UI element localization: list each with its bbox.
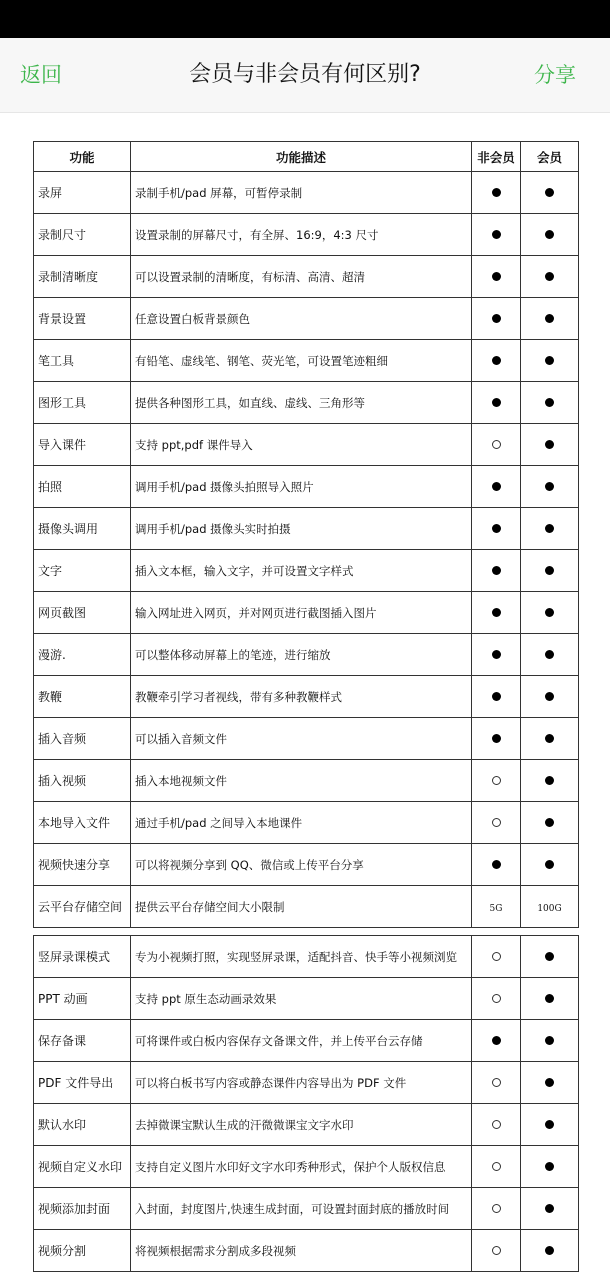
feature-cell: 录屏 (34, 172, 131, 214)
filled-dot-icon (545, 1036, 554, 1045)
nonmember-cell (472, 760, 521, 802)
member-cell (521, 760, 579, 802)
description-cell: 录制手机/pad 屏幕，可暂停录制 (131, 172, 472, 214)
member-cell (521, 172, 579, 214)
table-row (34, 802, 579, 844)
filled-dot-icon (492, 188, 501, 197)
member-cell (521, 256, 579, 298)
feature-cell: 图形工具 (34, 382, 131, 424)
empty-dot-icon (492, 776, 501, 785)
filled-dot-icon (545, 272, 554, 281)
member-cell (521, 340, 579, 382)
table-row (34, 676, 579, 718)
table-row (34, 1188, 579, 1230)
description-cell: 可以将视频分享到 QQ、微信或上传平台分享 (131, 844, 472, 886)
description-cell: 专为小视频打照，实现竖屏录课，适配抖音、快手等小视频浏览 (131, 936, 472, 978)
feature-cell: 视频自定义水印 (34, 1146, 131, 1188)
description-cell: 设置录制的屏幕尺寸，有全屏、16:9，4:3 尺寸 (131, 214, 472, 256)
feature-cell: 录制清晰度 (34, 256, 131, 298)
nonmember-cell (472, 466, 521, 508)
nonmember-cell (472, 172, 521, 214)
description-cell: 有铅笔、虚线笔、钢笔、荧光笔，可设置笔迹粗细 (131, 340, 472, 382)
member-cell (521, 214, 579, 256)
feature-cell: PPT 动画 (34, 978, 131, 1020)
feature-cell: 云平台存储空间 (34, 886, 131, 928)
feature-cell: 教鞭 (34, 676, 131, 718)
description-cell: 任意设置白板背景颜色 (131, 298, 472, 340)
member-cell (521, 1062, 579, 1104)
description-cell: 教鞭牵引学习者视线，带有多种教鞭样式 (131, 676, 472, 718)
member-cell (521, 844, 579, 886)
table-row (34, 424, 579, 466)
filled-dot-icon (492, 1036, 501, 1045)
filled-dot-icon (545, 818, 554, 827)
description-cell: 调用手机/pad 摄像头拍照导入照片 (131, 466, 472, 508)
table-row (34, 382, 579, 424)
member-cell (521, 508, 579, 550)
feature-cell: 背景设置 (34, 298, 131, 340)
filled-dot-icon (492, 356, 501, 365)
page-title: 会员与非会员有何区别? (189, 62, 421, 87)
description-cell: 插入文本框，输入文字，并可设置文字样式 (131, 550, 472, 592)
filled-dot-icon (492, 734, 501, 743)
filled-dot-icon (545, 230, 554, 239)
description-cell: 输入网址进入网页，并对网页进行截图插入图片 (131, 592, 472, 634)
empty-dot-icon (492, 952, 501, 961)
filled-dot-icon (545, 1204, 554, 1213)
nonmember-cell (472, 298, 521, 340)
table-row (34, 1146, 579, 1188)
table-row (34, 466, 579, 508)
description-cell: 可以设置录制的清晰度，有标清、高清、超清 (131, 256, 472, 298)
comparison-table (33, 141, 579, 1272)
table-row (34, 340, 579, 382)
member-cell (521, 978, 579, 1020)
member-cell (521, 298, 579, 340)
feature-cell: 默认水印 (34, 1104, 131, 1146)
nav-bar (0, 38, 610, 113)
feature-cell: 插入视频 (34, 760, 131, 802)
feature-cell: 拍照 (34, 466, 131, 508)
nonmember-cell (472, 718, 521, 760)
filled-dot-icon (545, 566, 554, 575)
feature-cell: 网页截图 (34, 592, 131, 634)
member-cell (521, 466, 579, 508)
nonmember-cell (472, 978, 521, 1020)
description-cell: 提供各种图形工具，如直线、虚线、三角形等 (131, 382, 472, 424)
table-row (34, 214, 579, 256)
nonmember-cell (472, 676, 521, 718)
filled-dot-icon (545, 188, 554, 197)
filled-dot-icon (545, 1120, 554, 1129)
filled-dot-icon (545, 608, 554, 617)
nonmember-cell (472, 550, 521, 592)
table-row (34, 508, 579, 550)
filled-dot-icon (545, 482, 554, 491)
feature-cell: 视频分割 (34, 1230, 131, 1272)
nonmember-cell (472, 1020, 521, 1062)
storage-limit-text: 100G (537, 903, 562, 914)
feature-cell: PDF 文件导出 (34, 1062, 131, 1104)
member-cell (521, 718, 579, 760)
description-cell: 支持自定义图片水印好文字水印秀种形式，保护个人版权信息 (131, 1146, 472, 1188)
description-cell: 可将课件或白板内容保存文备课文件，并上传平台云存储 (131, 1020, 472, 1062)
table-row (34, 886, 579, 928)
table-row (34, 1104, 579, 1146)
feature-cell: 文字 (34, 550, 131, 592)
filled-dot-icon (492, 482, 501, 491)
filled-dot-icon (545, 776, 554, 785)
nonmember-cell (472, 508, 521, 550)
storage-limit-text: 5G (489, 903, 503, 914)
feature-cell: 竖屏录课模式 (34, 936, 131, 978)
feature-cell: 视频快速分享 (34, 844, 131, 886)
nonmember-cell (472, 592, 521, 634)
table-body-basic (34, 172, 579, 928)
filled-dot-icon (492, 566, 501, 575)
member-cell (521, 1146, 579, 1188)
filled-dot-icon (492, 398, 501, 407)
filled-dot-icon (545, 1078, 554, 1087)
feature-cell: 导入课件 (34, 424, 131, 466)
section-divider (34, 928, 579, 936)
filled-dot-icon (545, 952, 554, 961)
description-cell: 可以插入音频文件 (131, 718, 472, 760)
filled-dot-icon (545, 398, 554, 407)
filled-dot-icon (545, 994, 554, 1003)
filled-dot-icon (545, 860, 554, 869)
status-bar (0, 0, 610, 38)
feature-cell: 本地导入文件 (34, 802, 131, 844)
table-row (34, 844, 579, 886)
table-row (34, 634, 579, 676)
empty-dot-icon (492, 818, 501, 827)
nonmember-cell (472, 340, 521, 382)
table-row (34, 298, 579, 340)
empty-dot-icon (492, 1120, 501, 1129)
table-row (34, 592, 579, 634)
filled-dot-icon (545, 650, 554, 659)
table-row (34, 256, 579, 298)
filled-dot-icon (545, 692, 554, 701)
member-cell (521, 676, 579, 718)
filled-dot-icon (492, 608, 501, 617)
member-cell (521, 550, 579, 592)
member-cell (521, 886, 579, 928)
empty-dot-icon (492, 440, 501, 449)
nonmember-cell (472, 1062, 521, 1104)
filled-dot-icon (492, 230, 501, 239)
description-cell: 提供云平台存储空间大小限制 (131, 886, 472, 928)
nonmember-cell (472, 1230, 521, 1272)
member-cell (521, 1188, 579, 1230)
member-cell (521, 1230, 579, 1272)
description-cell: 调用手机/pad 摄像头实时拍摄 (131, 508, 472, 550)
nonmember-cell (472, 1146, 521, 1188)
filled-dot-icon (492, 524, 501, 533)
member-cell (521, 802, 579, 844)
description-cell: 支持 ppt,pdf 课件导入 (131, 424, 472, 466)
description-cell: 可以将白板书写内容或静态课件内容导出为 PDF 文件 (131, 1062, 472, 1104)
description-cell: 可以整体移动屏幕上的笔迹，进行缩放 (131, 634, 472, 676)
description-cell: 将视频根据需求分割成多段视频 (131, 1230, 472, 1272)
feature-cell: 插入音频 (34, 718, 131, 760)
empty-dot-icon (492, 1162, 501, 1171)
filled-dot-icon (545, 1162, 554, 1171)
table-row (34, 718, 579, 760)
description-cell: 入封面，封度图片,快速生成封面，可设置封面封底的播放时间 (131, 1188, 472, 1230)
filled-dot-icon (492, 860, 501, 869)
member-cell (521, 936, 579, 978)
description-cell: 通过手机/pad 之间导入本地课件 (131, 802, 472, 844)
filled-dot-icon (545, 524, 554, 533)
nonmember-cell (472, 936, 521, 978)
member-cell (521, 634, 579, 676)
filled-dot-icon (492, 650, 501, 659)
filled-dot-icon (545, 440, 554, 449)
description-cell: 支持 ppt 原生态动画录效果 (131, 978, 472, 1020)
feature-cell: 视频添加封面 (34, 1188, 131, 1230)
table-row (34, 760, 579, 802)
member-cell (521, 382, 579, 424)
nonmember-cell (472, 634, 521, 676)
filled-dot-icon (492, 314, 501, 323)
column-header-member: 会员 (521, 142, 579, 172)
empty-dot-icon (492, 1246, 501, 1255)
section-gap (34, 928, 579, 936)
filled-dot-icon (545, 734, 554, 743)
table-row (34, 1062, 579, 1104)
feature-cell: 录制尺寸 (34, 214, 131, 256)
filled-dot-icon (545, 314, 554, 323)
table-header-row (34, 142, 579, 172)
filled-dot-icon (545, 356, 554, 365)
nonmember-cell (472, 844, 521, 886)
empty-dot-icon (492, 1078, 501, 1087)
feature-cell: 摄像头调用 (34, 508, 131, 550)
nonmember-cell (472, 1104, 521, 1146)
share-button[interactable]: 分享 (534, 63, 576, 87)
nonmember-cell (472, 424, 521, 466)
column-header-nonmember: 非会员 (472, 142, 521, 172)
column-header-description: 功能描述 (131, 142, 472, 172)
nonmember-cell (472, 802, 521, 844)
feature-cell: 漫游. (34, 634, 131, 676)
member-cell (521, 592, 579, 634)
empty-dot-icon (492, 1204, 501, 1213)
table-row (34, 172, 579, 214)
description-cell: 插入本地视频文件 (131, 760, 472, 802)
nonmember-cell (472, 1188, 521, 1230)
member-cell (521, 1104, 579, 1146)
nonmember-cell (472, 382, 521, 424)
description-cell: 去掉微课宝默认生成的汗微微课宝文字水印 (131, 1104, 472, 1146)
member-cell (521, 1020, 579, 1062)
filled-dot-icon (492, 272, 501, 281)
column-header-feature: 功能 (34, 142, 131, 172)
member-cell (521, 424, 579, 466)
table-row (34, 978, 579, 1020)
feature-cell: 笔工具 (34, 340, 131, 382)
nonmember-cell (472, 256, 521, 298)
back-button[interactable]: 返回 (20, 63, 62, 87)
nonmember-cell (472, 214, 521, 256)
feature-cell: 保存备课 (34, 1020, 131, 1062)
nonmember-cell (472, 886, 521, 928)
empty-dot-icon (492, 994, 501, 1003)
table-row (34, 936, 579, 978)
filled-dot-icon (492, 692, 501, 701)
filled-dot-icon (545, 1246, 554, 1255)
table-row (34, 1020, 579, 1062)
table-row (34, 1230, 579, 1272)
table-body-advanced (34, 928, 579, 1272)
table-row (34, 550, 579, 592)
